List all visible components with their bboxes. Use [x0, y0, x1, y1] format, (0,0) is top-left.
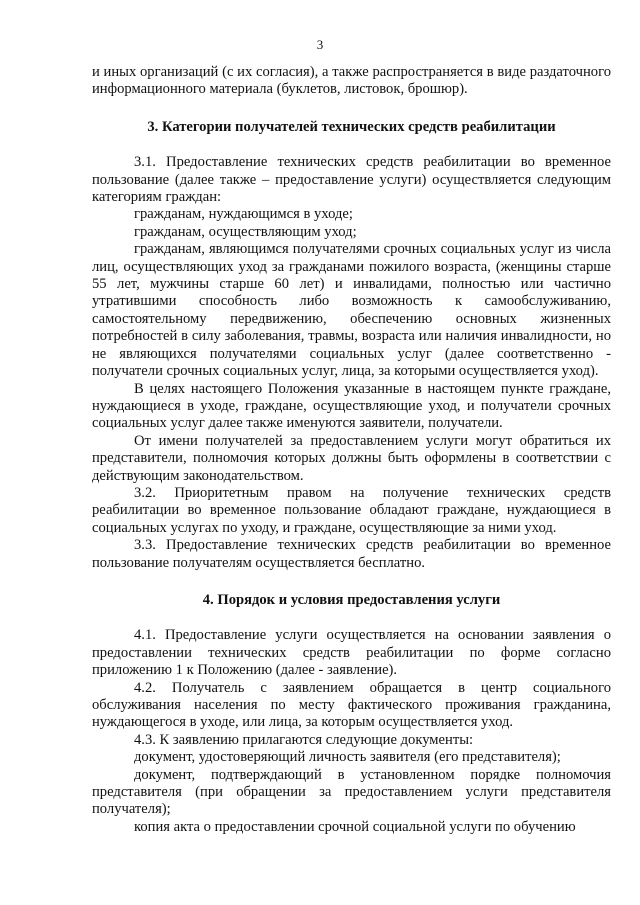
section-4-heading: 4. Порядок и условия предоставления услуги — [202, 591, 501, 608]
paragraph-4-1: 4.1. Предоставление услуги осуществляется на основании заявления о предоставлении технических средств реабилитации по форме согласно приложению 1 к Положению (далее - заявление). — [92, 627, 611, 679]
page-number: 3 — [316, 37, 324, 52]
paragraph-4-3-item-3: копия акта о предоставлении срочной социальной услуги по обучению — [134, 818, 576, 835]
section-3-heading: 3. Категории получателей технических средств реабилитации — [147, 118, 556, 135]
paragraph-3-1: 3.1. Предоставление технических средств реабилитации во временное пользование (далее также – предоставление услуги) осуществляется следующим категориям граждан: — [92, 154, 611, 206]
paragraph-3-1-item-1: гражданам, нуждающимся в уходе; — [134, 206, 353, 223]
paragraph-3-2: 3.2. Приоритетным правом на получение технических средств реабилитации во временное пользование обладают граждане, нуждающиеся в социальных услугах по уходу, и граждане, осуществляющие за ними уход. — [92, 484, 611, 536]
paragraph-4-3-item-2: документ, подтверждающий в установленном порядке полномочия представителя (при обращении за предоставлением услуги представителя получателя); — [92, 766, 611, 818]
paragraph-3-1-representatives: От имени получателей за предоставлением услуги могут обратиться их представители, полномочия которых должны быть оформлены в соответствии с действующим законодательством. — [92, 432, 611, 484]
paragraph-3-3: 3.3. Предоставление технических средств реабилитации во временное пользование получателям осуществляется бесплатно. — [92, 537, 611, 571]
paragraph-3-1-item-3: гражданам, являющимся получателями срочных социальных услуг из числа лиц, осуществляющих уход за гражданами пожилого возраста, (женщины старше 55 лет, мужчины старше 60 лет) и инвалидами, полностью или частично утратившими способность либо возможность к самообслуживанию, самостоятельному передвижению, обеспечению основных жизненных потребностей в силу заболевания, травмы, возраста или наличия инвалидности, но не являющихся получателями социальных услуг (далее соответственно - получатели срочных социальных услуг, лица, за которыми осуществляется уход). — [92, 241, 611, 380]
paragraph-4-3-item-1: документ, удостоверяющий личность заявителя (его представителя); — [134, 749, 561, 766]
paragraph-4-2: 4.2. Получатель с заявлением обращается в центр социального обслуживания населения по месту фактического проживания гражданина, нуждающегося в уходе, или лица, за которым осуществляется уход. — [92, 679, 611, 731]
paragraph-4-3: 4.3. К заявлению прилагаются следующие документы: — [134, 731, 474, 748]
paragraph-3-1-note: В целях настоящего Положения указанные в настоящем пункте граждане, нуждающиеся в уходе, граждане, осуществляющие уход, и получатели срочных социальных услуг далее также именуются заявители, получатели. — [92, 380, 611, 432]
page-content — [92, 64, 611, 836]
paragraph-3-1-item-2: гражданам, осуществляющим уход; — [134, 223, 357, 240]
paragraph-intro: и иных организаций (с их согласия), а также распространяется в виде раздаточного информационного материала (буклетов, листовок, брошюр). — [92, 64, 611, 98]
